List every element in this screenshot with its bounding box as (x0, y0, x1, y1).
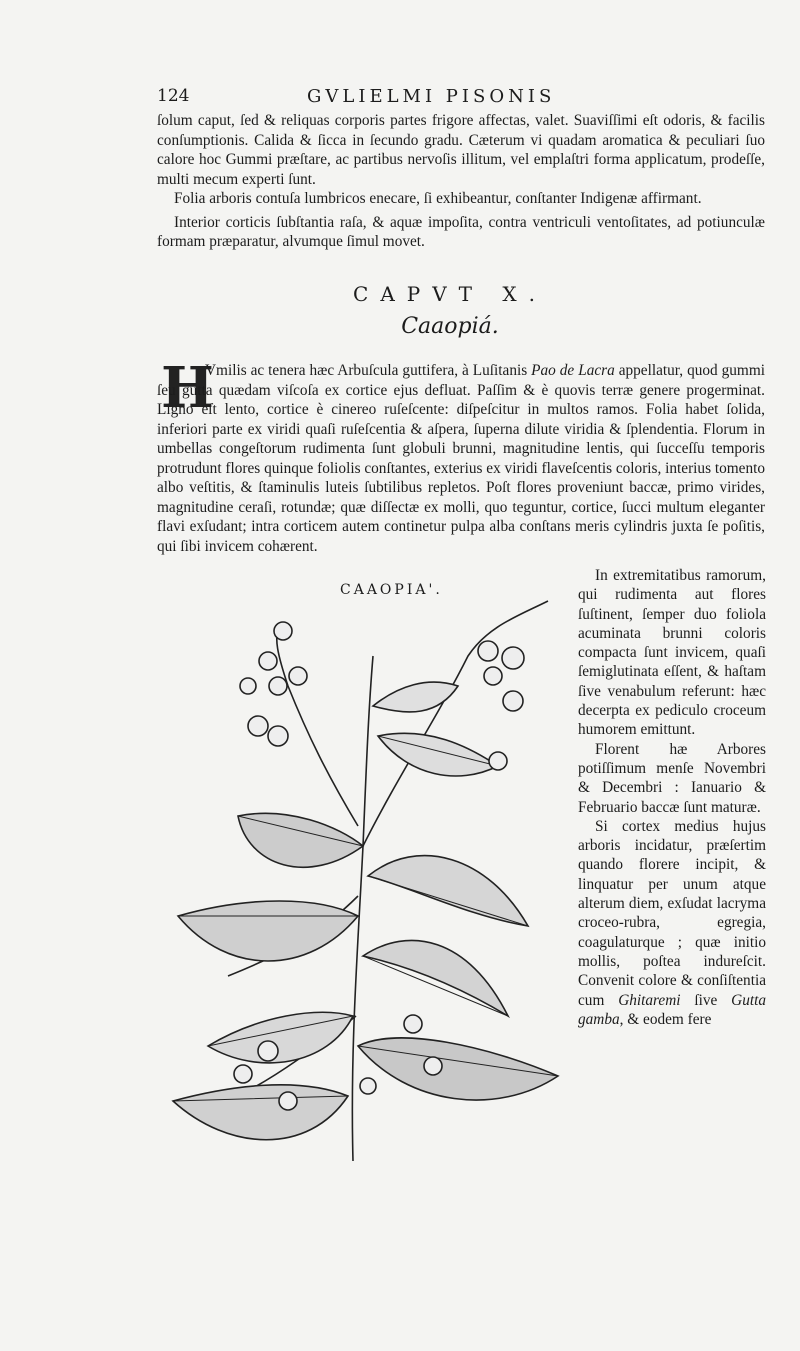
italic-name: Pao de Lacra (531, 362, 615, 379)
chapter-heading: CAPVT X. (353, 282, 547, 306)
text-run: Vmilis ac tenera hæc Arbuſcula guttifera, à Luſitanis (205, 362, 532, 379)
page-header (157, 86, 767, 110)
page-number: 124 (157, 86, 190, 106)
plate-caption: CAAOPIA'. (340, 582, 443, 598)
text-run: , & eodem fere (619, 1010, 712, 1028)
text-run: ſive (680, 991, 732, 1009)
text-run: Si cortex medius hujus arboris incidatur, præſertim quando florere incipit, & linquatur per unum atque alterum diem, exſudat lacryma croceo-rubra, egregia, coagulaturque ; quæ initio mollis, poſtea indureſcit. Convenit colore & conſiſtentia cum (578, 817, 766, 1009)
paragraph (578, 817, 766, 1029)
italic-name: Ghitaremi (618, 991, 681, 1009)
botanical-woodcut-illustration (168, 596, 568, 1171)
text-run: appellatur, quod gummi ſeu gutta quædam viſcoſa ex cortice ejus defluat. Paſſim & è quovis terræ genere progerminat. Ligno eſt lento, cortice è cinereo ruſeſcente: diſpeſcitur in multos ramos. Folia habet ſolida, inferiori parte ex viridi quaſi ruſeſcentia & aſpera, ſuperna dilute viridia & ſplendentia. Florum in umbellas congeſtorum rudimenta ſunt globuli brunni, magnitudine lentis, qui ſucceſſu temporis protrudunt flores quinque foliolis conſtantes, exterius ex viridi flaveſcentis coloris, interius tomento albo veſtitis, & ſtaminulis luteis ſubtilibus repletos. Poſt flores proveniunt baccæ, primo virides, magnitudine ceraſi, rotundæ; quæ diſſectæ ex molli, quo teguntur, cortice, ſucci multum eleganter flavi exſudant; intra corticem autem continetur pulpa alba conſtans meris cylindris juxta ſe poſitis, qui ſibi invicem cohærent. (157, 362, 765, 555)
chapter-title: Caaopiá. (401, 314, 499, 339)
paragraph: Folia arboris contuſa lumbricos enecare, ſi exhibeantur, conſtanter Indigenæ affirmant. (174, 190, 702, 207)
main-paragraph (157, 355, 765, 556)
main-text-block (157, 355, 765, 556)
drop-cap-initial: H (161, 355, 214, 421)
paragraph: Interior corticis ſubſtantia raſa, & aquæ impoſita, contra ventriculi ventoſitates, ad potiunculæ formam præparatur, alvumque ſimul movet. (157, 213, 765, 250)
paragraph: In extremitatibus ramorum, qui rudimenta aut flores ſuſtinent, ſemper duo foliola acuminata brunni coloris compacta ſunt invicem, quaſi ſemiglutinata eſſent, & haſtam ſive venabulum referunt: hæc decerpta ex pediculo croceum humorem emittunt. (578, 567, 766, 739)
running-title: GVLIELMI PISONIS (307, 86, 556, 107)
side-text-block (578, 566, 766, 1029)
paragraph: ſolum caput, ſed & reliquas corporis partes frigore affectas, valet. Suaviſſimi eſt odoris, & facilis conſumptionis. Calida & ſicca in ſecundo gradu. Cæterum vi quadam aromatica & peculiari ſuo calore hoc Gummi præſtare, ac partibus nervoſis illitum, vel emplaſtri forma applicatum, prodeſſe, multi mecum experti ſunt. (157, 112, 765, 188)
italic-name: Gutta gamba (578, 991, 766, 1028)
top-text-block (157, 111, 765, 252)
paragraph: Florent hæ Arbores potiſſimum menſe Novembri & Decembri : Ianuario & Februario baccæ ſunt maturæ. (578, 740, 766, 816)
